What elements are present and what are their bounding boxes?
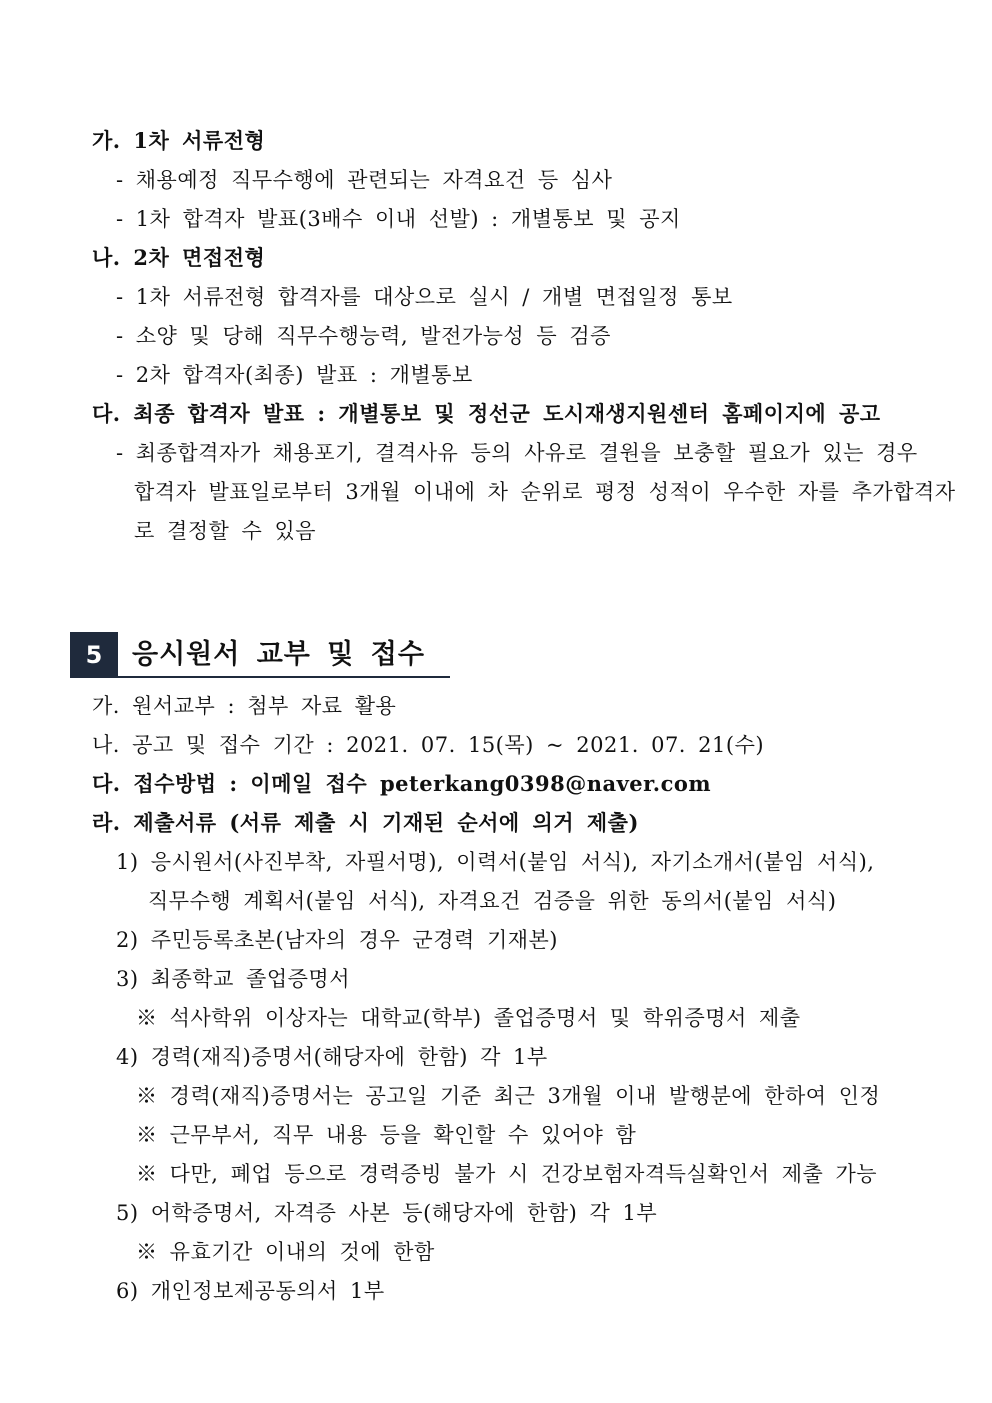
document-item: 4) 경력(재직)증명서(해당자에 한함) 각 1부 [116,1045,548,1069]
section5-item-a: 가. 원서교부 : 첨부 자료 활용 [92,694,397,718]
selection-b-item: - 소양 및 당해 직무수행능력, 발전가능성 등 검증 [116,324,611,348]
document-item: 3) 최종학교 졸업증명서 [116,967,350,991]
section5-item-c: 다. 접수방법 : 이메일 접수 peterkang0398@naver.com [92,771,712,796]
document-note: ※ 석사학위 이상자는 대학교(학부) 졸업증명서 및 학위증명서 제출 [136,1006,801,1030]
selection-b-item: - 1차 서류전형 합격자를 대상으로 실시 / 개별 면접일정 통보 [116,285,733,309]
selection-a-heading: 가. 1차 서류전형 [92,128,266,153]
section-title: 응시원서 교부 및 접수 [132,639,425,670]
document-item: 2) 주민등록초본(남자의 경우 군경력 기재본) [116,928,559,952]
document-item: 1) 응시원서(사진부착, 자필서명), 이력서(붙임 서식), 자기소개서(붙임 서식), [116,850,875,874]
document-note: ※ 다만, 폐업 등으로 경력증빙 불가 시 건강보험자격득실확인서 제출 가능 [136,1162,878,1186]
document-note: ※ 근무부서, 직무 내용 등을 확인할 수 있어야 함 [136,1123,637,1147]
selection-b-item: - 2차 합격자(최종) 발표 : 개별통보 [116,363,473,387]
document-note: ※ 유효기간 이내의 것에 한함 [136,1240,435,1264]
document-note: ※ 경력(재직)증명서는 공고일 기준 최근 3개월 이내 발행분에 한하여 인정 [136,1084,881,1108]
document-item: 5) 어학증명서, 자격증 사본 등(해당자에 한함) 각 1부 [116,1201,658,1225]
section-5-header [70,632,450,678]
selection-c-note: 로 결정할 수 있음 [134,519,317,543]
selection-c-note: - 최종합격자가 채용포기, 결격사유 등의 사유로 결원을 보충할 필요가 있는 경우 [116,441,918,465]
document-item: 6) 개인정보제공동의서 1부 [116,1279,385,1303]
selection-a-item: - 1차 합격자 발표(3배수 이내 선발) : 개별통보 및 공지 [116,207,681,231]
section-underline [70,676,450,678]
selection-a-item: - 채용예정 직무수행에 관련되는 자격요건 등 심사 [116,168,613,192]
section-number-badge: 5 [70,632,118,678]
selection-b-heading: 나. 2차 면접전형 [92,245,266,270]
section5-item-d: 라. 제출서류 (서류 제출 시 기재된 순서에 의거 제출) [92,810,639,835]
selection-c-heading: 다. 최종 합격자 발표 : 개별통보 및 정선군 도시재생지원센터 홈페이지에 공고 [92,401,881,426]
document-item-continued: 직무수행 계획서(붙임 서식), 자격요건 검증을 위한 동의서(붙임 서식) [148,889,837,913]
section5-item-b: 나. 공고 및 접수 기간 : 2021. 07. 15(목) ~ 2021. 07. 21(수) [92,733,765,757]
selection-c-note: 합격자 발표일로부터 3개월 이내에 차 순위로 평정 성적이 우수한 자를 추가합격자 [134,480,956,504]
